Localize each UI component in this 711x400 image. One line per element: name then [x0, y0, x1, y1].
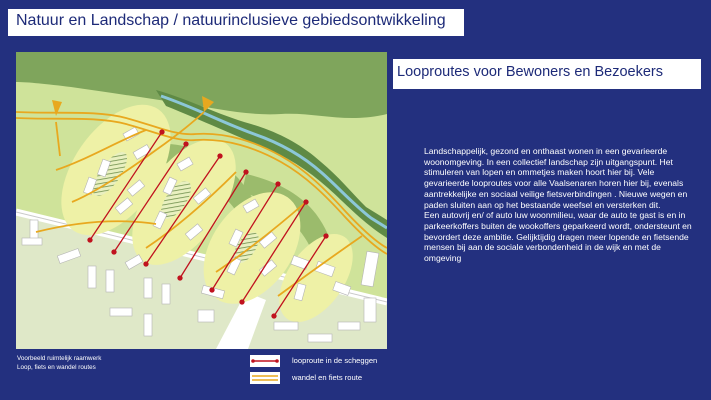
- legend-swatch: [250, 355, 280, 367]
- site-plan-map: [16, 52, 387, 349]
- legend-swatch: [250, 372, 280, 384]
- caption-line: Voorbeeld ruimtelijk raamwerk: [17, 355, 102, 362]
- description-paragraph: Landschappelijk, gezond en onthaast wonen in een gevarieerde woonomgeving. In een collectief landschap zijn uitgangspunt. Het stimuleren van lopen en ommetjes maken hoort hier bij. Vele gevarieerde looproutes voor alle Vaalsenaren horen hier bij, evenals aantrekkelijke en sociaal veilige fietsverbindingen . Nieuwe wegen en paden sluiten aan op het bestaande weefsel en versterken dit.: [424, 146, 688, 210]
- legend-label: looproute in de scheggen: [292, 356, 378, 365]
- page-title: Natuur en Landschap / natuurinclusieve gebiedsontwikkeling: [16, 12, 446, 29]
- section-subtitle: Looproutes voor Bewoners en Bezoekers: [397, 64, 663, 80]
- title-bar: [8, 9, 464, 36]
- subtitle-box: [393, 59, 701, 89]
- description-paragraph: Een autovrij en/ of auto luw woonmilieu, waar de auto te gast is en in parkeerkoffers buiten de wookoffers geparkeerd wordt, ondersteunt en bevordert deze ambitie. Gelijktijdig dragen meer lopende en fietsende mensen bij aan de sociale verbondenheid in de wijk en met de omgeving: [424, 210, 692, 264]
- map-caption: [17, 354, 101, 372]
- legend-label: wandel en fiets route: [292, 373, 363, 382]
- description-text: [424, 146, 696, 264]
- caption-line: Loop, fiets en wandel routes: [17, 364, 96, 371]
